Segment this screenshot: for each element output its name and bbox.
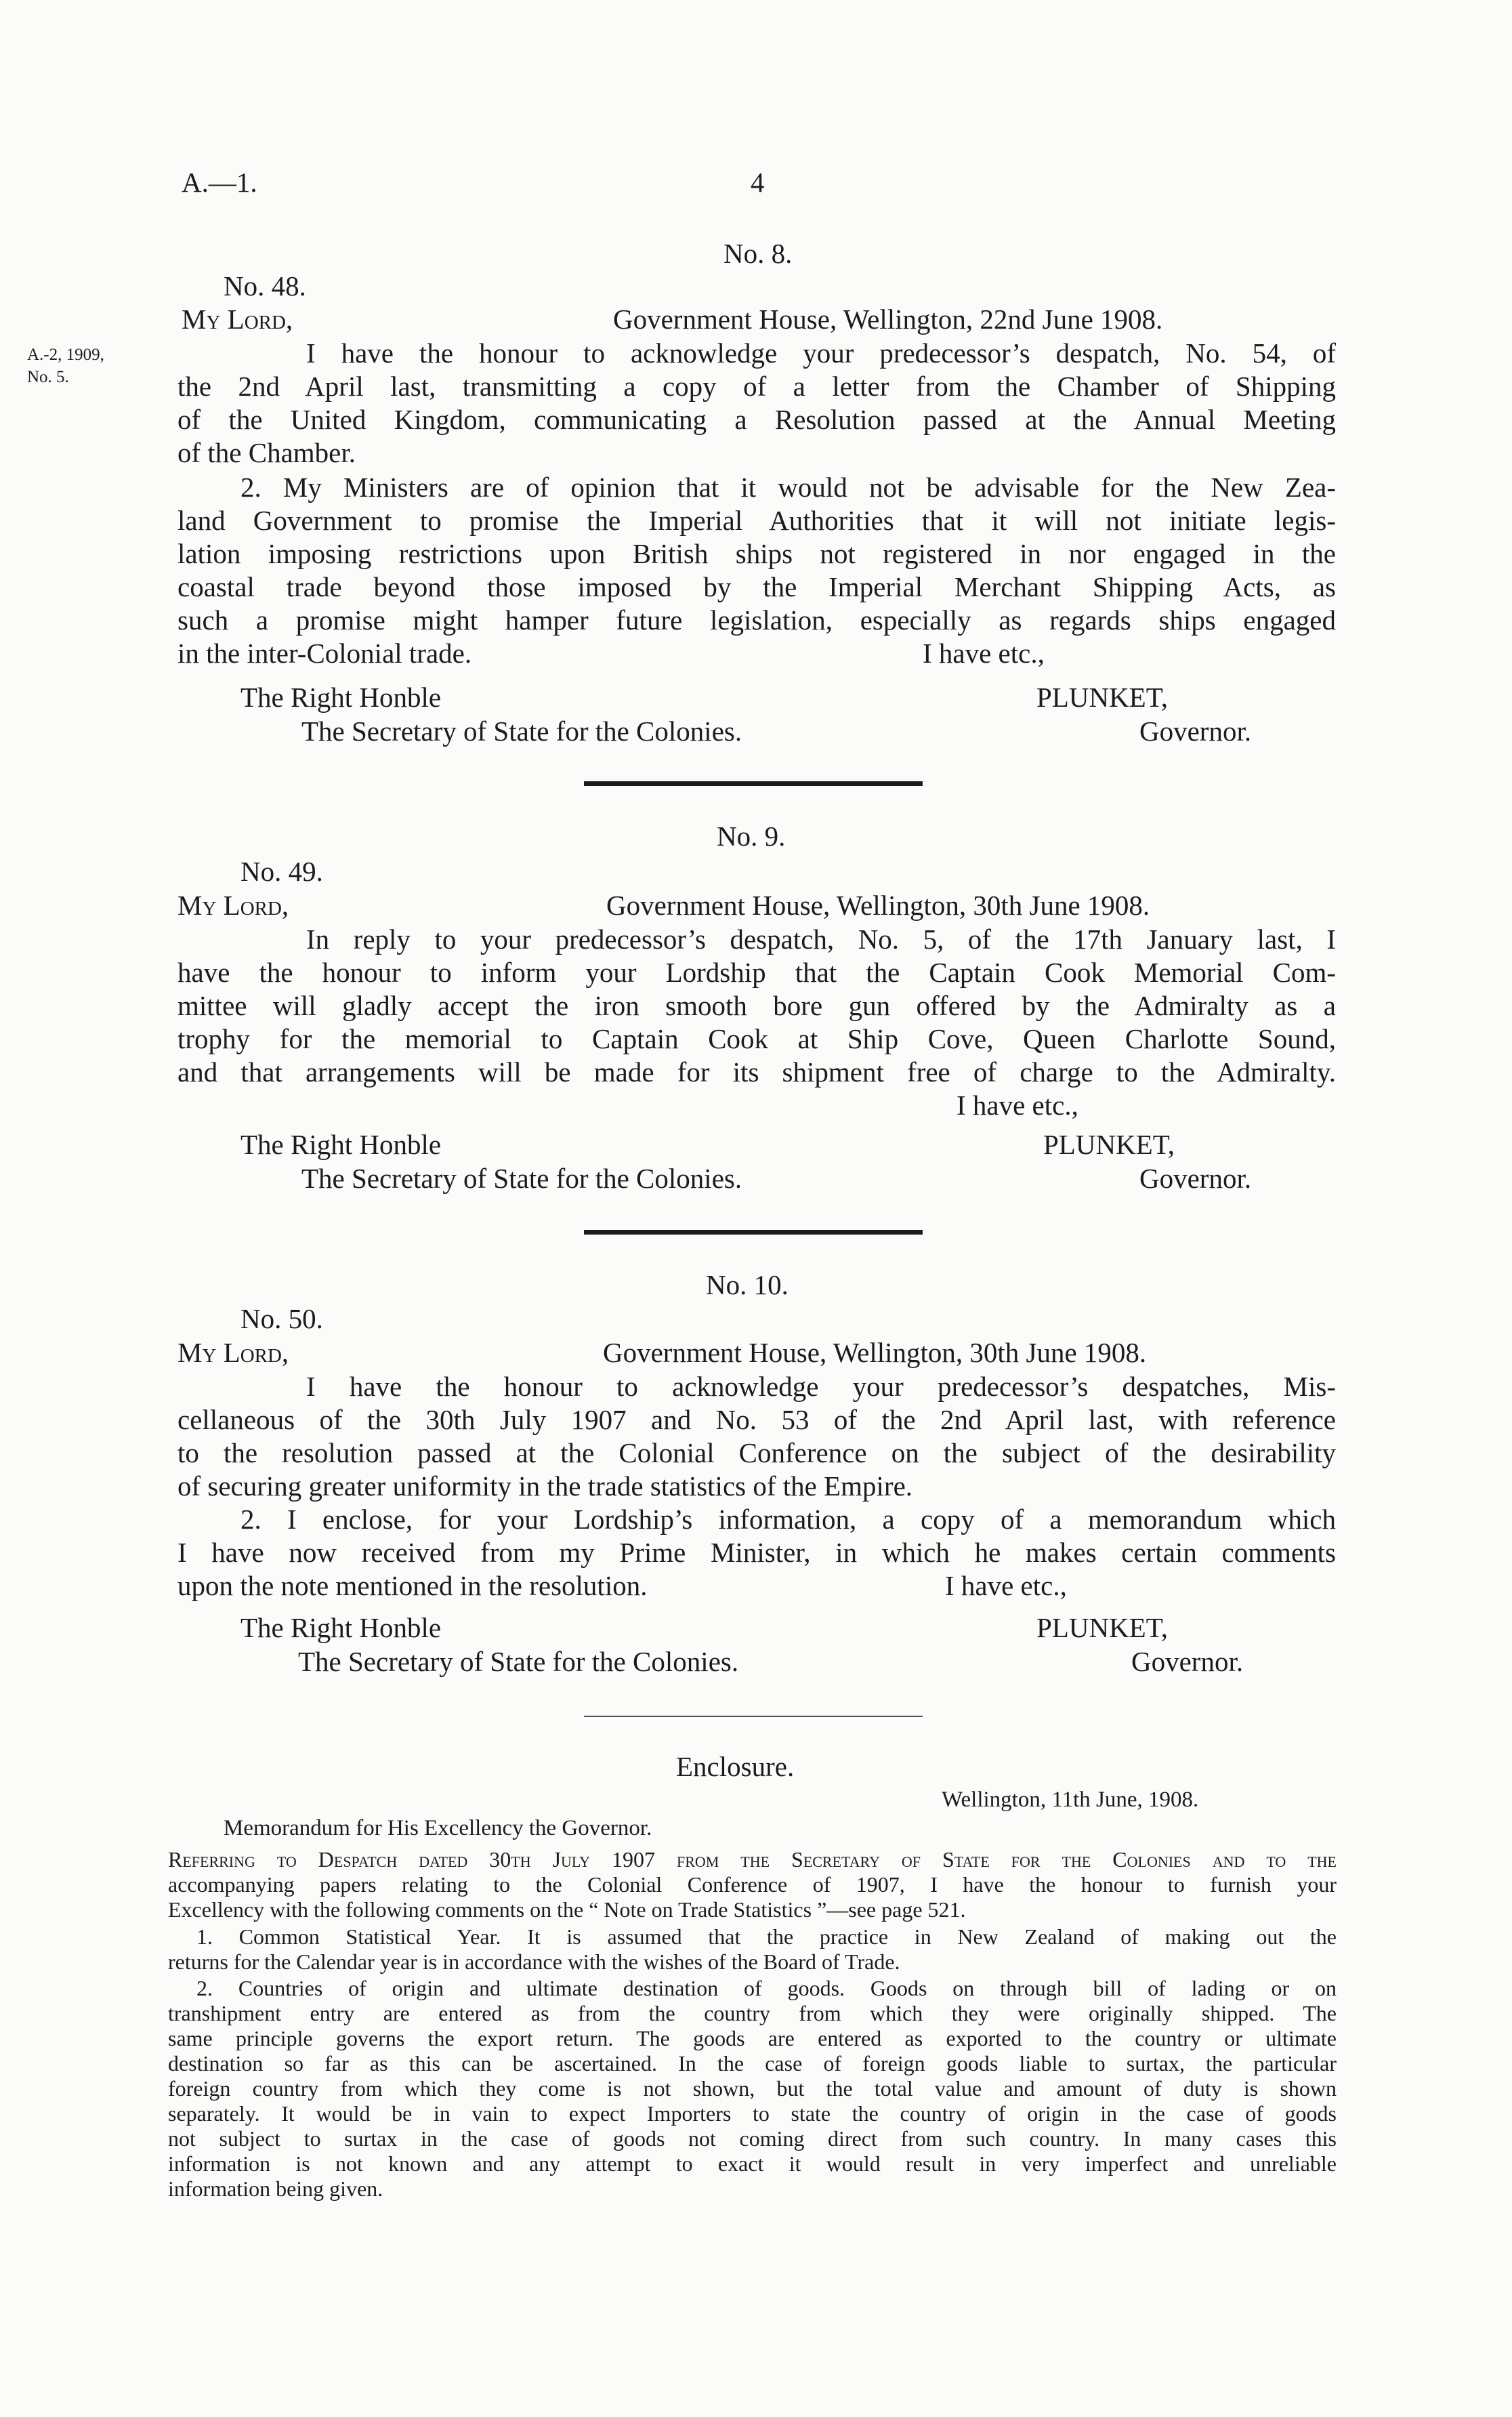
thin-divider: [584, 1716, 923, 1717]
addressee: The Right Honble: [240, 1612, 442, 1643]
place-date: Government House, Wellington, 30th June 1908.: [603, 1337, 1147, 1368]
addressee-title: The Secretary of State for the Colonies.: [301, 1163, 742, 1194]
body-line: such a promise might hamper future legislation, especially as regards ships engaged: [177, 604, 1336, 636]
addressee: The Right Honble: [240, 682, 442, 713]
body-line: have the honour to inform your Lordship that the Captain Cook Memorial Com-: [177, 957, 1336, 988]
memo-line: Referring to Despatch dated 30th July 1907 from the Secretary of State for the Colonies and to the: [168, 1847, 1337, 1872]
place-date: Government House, Wellington, 30th June 1908.: [606, 890, 1150, 921]
margin-note-number: No. 5.: [27, 368, 69, 386]
body-line: In reply to your predecessor’s despatch, No. 5, of the 17th January last, I: [306, 924, 1336, 955]
despatch-heading: No. 10.: [706, 1269, 789, 1300]
memo-line: same principle governs the export return. The goods are entered as exported to the country or ultimate: [168, 2026, 1337, 2050]
enclosure-heading: Enclosure.: [676, 1751, 795, 1782]
body-line: coastal trade beyond those imposed by the Imperial Merchant Shipping Acts, as: [177, 571, 1336, 602]
closing: I have etc.,: [957, 1090, 1078, 1121]
body-line: lation imposing restrictions upon British ships not registered in nor engaged in the: [177, 538, 1336, 569]
memo-line: returns for the Calendar year is in accordance with the wishes of the Board of Trade.: [168, 1949, 900, 1974]
memo-line: separately. It would be in vain to expect Importers to state the country of origin in the case of goods: [168, 2101, 1337, 2126]
body-line: land Government to promise the Imperial Authorities that it will not initiate legis-: [177, 505, 1336, 536]
body-line: I have now received from my Prime Minister, in which he makes certain comments: [177, 1537, 1336, 1568]
addressee: The Right Honble: [240, 1129, 442, 1160]
body-line: cellaneous of the 30th July 1907 and No. 53 of the 2nd April last, with reference: [177, 1404, 1336, 1435]
margin-note-ref: A.-2, 1909,: [27, 346, 104, 364]
body-line: upon the note mentioned in the resolution.: [177, 1570, 648, 1601]
place-date: Government House, Wellington, 22nd June 1908.: [613, 304, 1163, 335]
despatch-heading: No. 9.: [717, 821, 786, 852]
signer: PLUNKET,: [1036, 682, 1168, 713]
signer-title: Governor.: [1139, 716, 1252, 747]
signer-title: Governor.: [1131, 1646, 1244, 1677]
body-line: in the inter-Colonial trade.: [177, 638, 472, 669]
closing: I have etc.,: [923, 638, 1045, 669]
body-line: to the resolution passed at the Colonial Conference on the subject of the desirability: [177, 1437, 1336, 1468]
memo-line: information being given.: [168, 2176, 383, 2201]
signer: PLUNKET,: [1043, 1129, 1175, 1160]
memo-line: 2. Countries of origin and ultimate destination of goods. Goods on through bill of lading or on: [196, 1976, 1337, 2000]
page-ref: A.—1.: [182, 167, 257, 198]
section-divider: [584, 781, 923, 786]
memo-line: 1. Common Statistical Year. It is assumed that the practice in New Zealand of making out the: [196, 1924, 1337, 1949]
body-line: the 2nd April last, transmitting a copy of a letter from the Chamber of Shipping: [177, 371, 1336, 402]
body-line: trophy for the memorial to Captain Cook at Ship Cove, Queen Charlotte Sound,: [177, 1023, 1336, 1054]
body-line: 2. I enclose, for your Lordship’s information, a copy of a memorandum which: [240, 1504, 1336, 1535]
body-line: 2. My Ministers are of opinion that it would not be advisable for the New Zea-: [240, 472, 1336, 503]
memo-line: accompanying papers relating to the Colonial Conference of 1907, I have the honour to furnish your: [168, 1872, 1337, 1897]
memo-line: not subject to surtax in the case of goods not coming direct from such country. In many cases this: [168, 2126, 1337, 2151]
despatch-heading: No. 8.: [723, 238, 793, 269]
body-line: mittee will gladly accept the iron smooth bore gun offered by the Admiralty as a: [177, 990, 1336, 1021]
addressee-title: The Secretary of State for the Colonies.: [298, 1646, 739, 1677]
salutation: My Lord,: [177, 890, 289, 921]
signer-title: Governor.: [1139, 1163, 1252, 1194]
body-line: and that arrangements will be made for its shipment free of charge to the Admiralty.: [177, 1056, 1336, 1088]
memo-line: foreign country from which they come is not shown, but the total value and amount of duty is shown: [168, 2076, 1337, 2101]
body-line: of the Chamber.: [177, 437, 356, 468]
memo-line: Excellency with the following comments on the “ Note on Trade Statistics ”—see page 521.: [168, 1897, 966, 1922]
memo-line: transhipment entry are entered as from the country from which they were originally shipped. The: [168, 2001, 1337, 2025]
despatch-number: No. 48.: [224, 270, 306, 302]
body-line: of the United Kingdom, communicating a Resolution passed at the Annual Meeting: [177, 404, 1336, 435]
enclosure-date: Wellington, 11th June, 1908.: [942, 1788, 1199, 1812]
despatch-number: No. 49.: [240, 856, 323, 887]
salutation: My Lord,: [177, 1337, 289, 1368]
closing: I have etc.,: [945, 1570, 1067, 1601]
addressee-title: The Secretary of State for the Colonies.: [301, 716, 742, 747]
body-line: I have the honour to acknowledge your predecessor’s despatch, No. 54, of: [306, 337, 1336, 369]
salutation: My Lord,: [182, 304, 293, 335]
body-line: of securing greater uniformity in the trade statistics of the Empire.: [177, 1470, 913, 1502]
signer: PLUNKET,: [1036, 1612, 1168, 1643]
memo-line: information is not known and any attempt to exact it would result in very imperfect and unreliable: [168, 2151, 1337, 2176]
section-divider: [584, 1230, 923, 1235]
memo-line: destination so far as this can be ascertained. In the case of foreign goods liable to surtax, the particular: [168, 2051, 1337, 2075]
memo-title: Memorandum for His Excellency the Governor.: [224, 1816, 652, 1840]
body-line: I have the honour to acknowledge your predecessor’s despatches, Mis-: [306, 1371, 1336, 1402]
despatch-number: No. 50.: [240, 1303, 323, 1334]
page-number: 4: [751, 167, 765, 198]
